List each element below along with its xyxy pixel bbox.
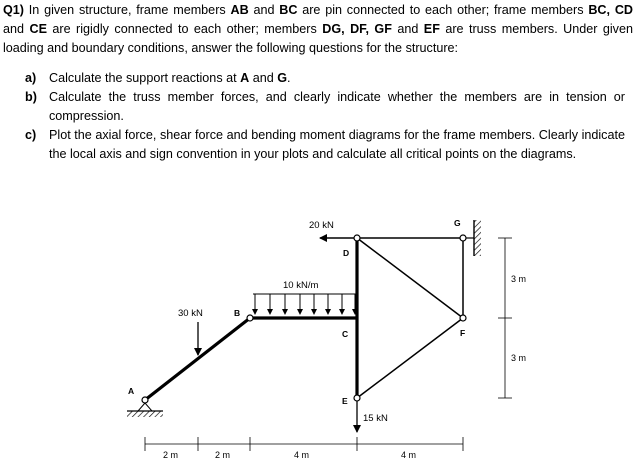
node-label-c: C: [342, 329, 349, 339]
dim-h-4: 4 m: [401, 450, 417, 460]
node-label-g: G: [454, 218, 461, 228]
pin-e: [354, 395, 360, 401]
intro-text: In given structure, frame members: [24, 3, 231, 17]
intro-text: and: [248, 3, 280, 17]
horizontal-dimension: [145, 437, 463, 451]
question-text: Plot the axial force, shear force and bending moment diagrams for the frame members. Clearly indicate the local axis and sign convention in your plots and calculate all critical points on the diagrams.: [49, 128, 625, 162]
truss-ef: [357, 318, 466, 398]
support-g: G: [277, 71, 288, 85]
pin-f: [460, 315, 466, 321]
truss-df: [357, 238, 463, 318]
intro-text: are truss members. Under given loading and boundary conditions, answer the following questions for the structure:: [3, 22, 633, 56]
question-number: Q1): [3, 3, 24, 17]
load-15kn-label: 15 kN: [363, 413, 388, 424]
member-bc: BC: [279, 3, 298, 17]
support-a-pin: [127, 403, 163, 417]
node-label-d: D: [343, 248, 350, 258]
member-ab: AB: [230, 3, 249, 17]
pin-a: [142, 397, 148, 403]
pin-g: [460, 235, 466, 241]
question-text: and: [249, 71, 278, 85]
load-30kn-label: 30 kN: [178, 308, 203, 319]
support-g-wall: [466, 220, 481, 256]
pin-b: [247, 315, 253, 321]
question-text: Calculate the truss member forces, and clearly indicate whether the members are in tension or compression.: [49, 90, 625, 124]
load-20kn-label: 20 kN: [309, 220, 334, 231]
node-label-b: B: [234, 308, 241, 318]
member-ef: EF: [423, 22, 440, 37]
node-label-a: A: [128, 386, 135, 396]
question-label: a): [25, 71, 37, 85]
node-label-e: E: [342, 396, 348, 406]
question-text: Calculate the support reactions at: [49, 71, 241, 85]
member-bc: BC,: [588, 3, 611, 17]
support-a: A: [240, 71, 250, 85]
intro-text: and: [3, 22, 30, 37]
vertical-dimension: [498, 238, 512, 398]
dim-h-2: 2 m: [215, 450, 231, 460]
member-ce: CE: [29, 22, 47, 37]
question-label: b): [25, 90, 37, 104]
dim-h-3: 4 m: [294, 450, 310, 460]
question-label: c): [25, 128, 37, 142]
truss-members: DG, DF, GF: [322, 22, 392, 37]
intro-text: and: [391, 22, 424, 37]
intro-text: are rigidly connected to each other; members: [46, 22, 323, 37]
member-cd: CD: [614, 3, 634, 17]
dim-h-1: 2 m: [163, 450, 179, 460]
distributed-load-label: 10 kN/m: [283, 280, 319, 291]
intro-text: are pin connected to each other; frame members: [297, 3, 589, 17]
question-text: .: [287, 71, 291, 85]
distributed-load: [253, 294, 356, 314]
node-label-f: F: [460, 328, 466, 338]
dim-v-1: 3 m: [511, 274, 527, 284]
pin-d: [354, 235, 360, 241]
dim-v-2: 3 m: [511, 353, 527, 363]
